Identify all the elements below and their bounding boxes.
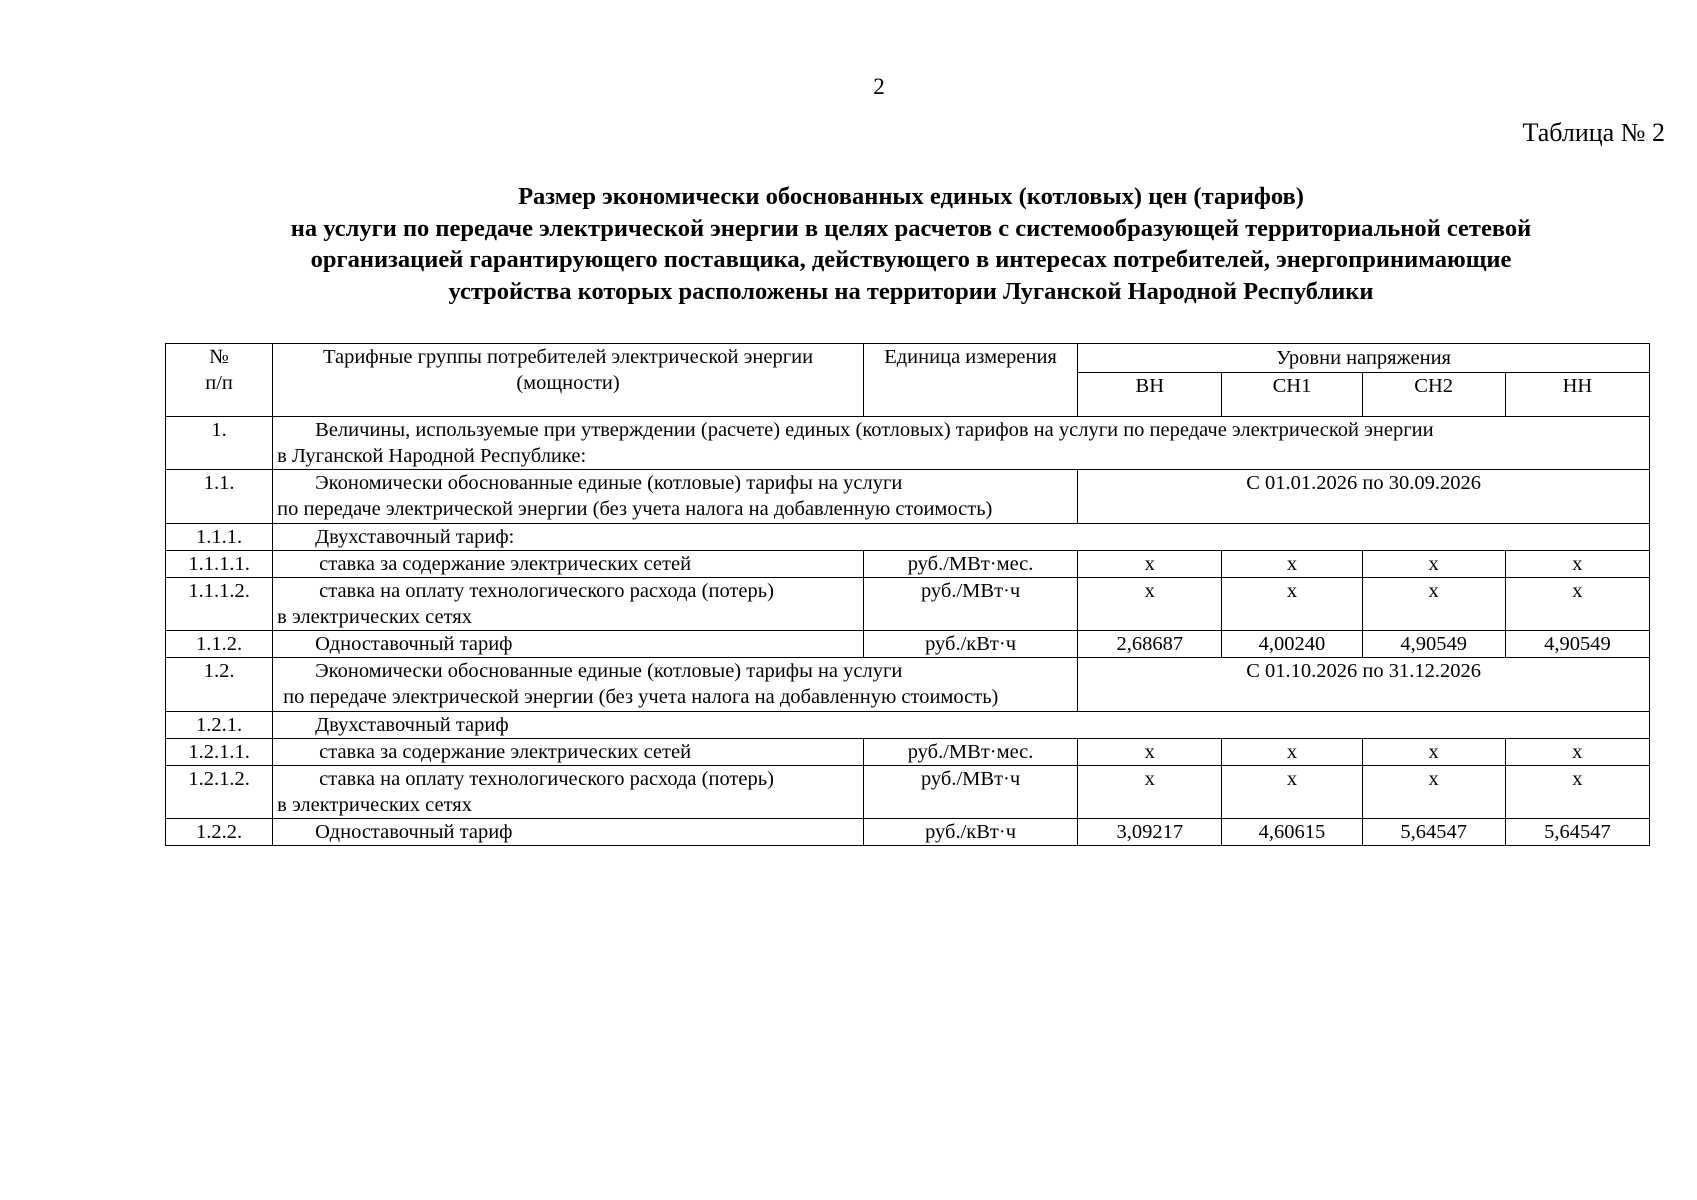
value-cell: х — [1222, 766, 1362, 819]
row-num: 1.1.1.1. — [166, 551, 273, 578]
row-num: 1.1.1.2. — [166, 578, 273, 631]
row-unit: руб./МВт·мес. — [863, 551, 1077, 578]
row-text — [273, 470, 1078, 524]
value-cell: х — [1078, 551, 1222, 578]
page-number: 2 — [873, 74, 885, 99]
value-cell: 4,00240 — [1222, 631, 1362, 658]
row-text-line: Экономически обоснованные единые (котловые) тарифы на услуги — [315, 472, 903, 494]
header-groups — [273, 344, 864, 417]
row-text: Одноставочный тариф — [273, 631, 864, 658]
value-cell: х — [1505, 739, 1649, 766]
table-row — [166, 551, 1650, 578]
row-text-line: Величины, используемые при утверждении (расчете) единых (котловых) тарифов на услуги по передаче электрической энергии — [315, 419, 1434, 441]
value-cell: 4,60615 — [1222, 819, 1362, 846]
row-unit: руб./кВт·ч — [863, 819, 1077, 846]
table-row — [166, 524, 1650, 551]
title-line: на услуги по передаче электрической энергии в целях расчетов с системообразующей территориальной сетевой — [290, 214, 1532, 242]
document-title — [163, 181, 1659, 307]
header-groups-line: (мощности) — [516, 372, 620, 394]
header-unit: Единица измерения — [863, 344, 1077, 417]
row-text-line: в электрических сетях — [277, 606, 472, 628]
title-line: устройства которых расположены на территории Луганской Народной Республики — [448, 277, 1374, 305]
value-cell: х — [1078, 739, 1222, 766]
period-cell: С 01.10.2026 по 31.12.2026 — [1078, 658, 1650, 712]
row-unit: руб./МВт·ч — [863, 766, 1077, 819]
table-label: Таблица № 2 — [1522, 118, 1665, 147]
value-cell: х — [1362, 739, 1505, 766]
header-levels: Уровни напряжения — [1078, 344, 1650, 373]
row-text: Двухставочный тариф: — [273, 524, 1650, 551]
row-text-line: в Луганской Народной Республике: — [277, 445, 587, 467]
value-cell: 5,64547 — [1362, 819, 1505, 846]
row-text — [273, 658, 1078, 712]
table-row — [166, 712, 1650, 739]
value-cell: х — [1505, 578, 1649, 631]
table-row — [166, 631, 1650, 658]
title-line: Размер экономически обоснованных единых (котловых) цен (тарифов) — [518, 183, 1304, 210]
row-unit: руб./МВт·ч — [863, 578, 1077, 631]
row-num: 1.1.2. — [166, 631, 273, 658]
header-groups-line: Тарифные группы потребителей электрической энергии — [322, 346, 814, 368]
header-level-sn1: СН1 — [1222, 373, 1362, 417]
value-cell: х — [1222, 578, 1362, 631]
row-text — [273, 578, 864, 631]
value-cell: х — [1078, 766, 1222, 819]
value-cell: х — [1505, 766, 1649, 819]
row-num: 1.2.1.2. — [166, 766, 273, 819]
tariff-table — [165, 343, 1650, 846]
value-cell: 2,68687 — [1078, 631, 1222, 658]
value-cell: 5,64547 — [1505, 819, 1649, 846]
row-text-line: Экономически обоснованные единые (котловые) тарифы на услуги — [315, 660, 903, 682]
row-text — [273, 766, 864, 819]
row-num: 1.2.1. — [166, 712, 273, 739]
header-level-nn: НН — [1505, 373, 1649, 417]
table-row — [166, 739, 1650, 766]
row-num: 1.2.1.1. — [166, 739, 273, 766]
period-cell: С 01.01.2026 по 30.09.2026 — [1078, 470, 1650, 524]
value-cell: х — [1362, 578, 1505, 631]
row-num: 1.2. — [166, 658, 273, 712]
row-num: 1. — [166, 417, 273, 470]
row-text: Двухставочный тариф — [273, 712, 1650, 739]
value-cell: 3,09217 — [1078, 819, 1222, 846]
row-num: 1.1. — [166, 470, 273, 524]
row-num: 1.1.1. — [166, 524, 273, 551]
row-text-line: по передаче электрической энергии (без учета налога на добавленную стоимость) — [277, 498, 993, 520]
header-num-line: п/п — [205, 372, 233, 394]
row-text-line: ставка на оплату технологического расхода (потерь) — [319, 580, 774, 602]
value-cell: х — [1078, 578, 1222, 631]
row-text-line: по передаче электрической энергии (без учета налога на добавленную стоимость) — [283, 686, 999, 708]
table-row — [166, 470, 1650, 524]
row-text: ставка за содержание электрических сетей — [273, 551, 864, 578]
row-text: Одноставочный тариф — [273, 819, 864, 846]
row-text: ставка за содержание электрических сетей — [273, 739, 864, 766]
value-cell: х — [1362, 551, 1505, 578]
table-row — [166, 766, 1650, 819]
value-cell: 4,90549 — [1362, 631, 1505, 658]
value-cell: х — [1505, 551, 1649, 578]
value-cell: 4,90549 — [1505, 631, 1649, 658]
value-cell: х — [1362, 766, 1505, 819]
value-cell: х — [1222, 551, 1362, 578]
table-header-row — [166, 344, 1650, 373]
row-unit: руб./кВт·ч — [863, 631, 1077, 658]
value-cell: х — [1222, 739, 1362, 766]
row-text-line: ставка на оплату технологического расхода (потерь) — [319, 768, 774, 790]
table-row — [166, 819, 1650, 846]
row-num: 1.2.2. — [166, 819, 273, 846]
row-text-line: в электрических сетях — [277, 794, 472, 816]
header-level-vn: ВН — [1078, 373, 1222, 417]
table-row — [166, 578, 1650, 631]
table-row — [166, 658, 1650, 712]
table-row — [166, 417, 1650, 470]
row-unit: руб./МВт·мес. — [863, 739, 1077, 766]
header-num-line: № — [209, 346, 229, 368]
header-level-sn2: СН2 — [1362, 373, 1505, 417]
header-num — [166, 344, 273, 417]
row-text — [273, 417, 1650, 470]
title-line: организацией гарантирующего поставщика, действующего в интересах потребителей, энергопринимающие — [310, 246, 1512, 273]
